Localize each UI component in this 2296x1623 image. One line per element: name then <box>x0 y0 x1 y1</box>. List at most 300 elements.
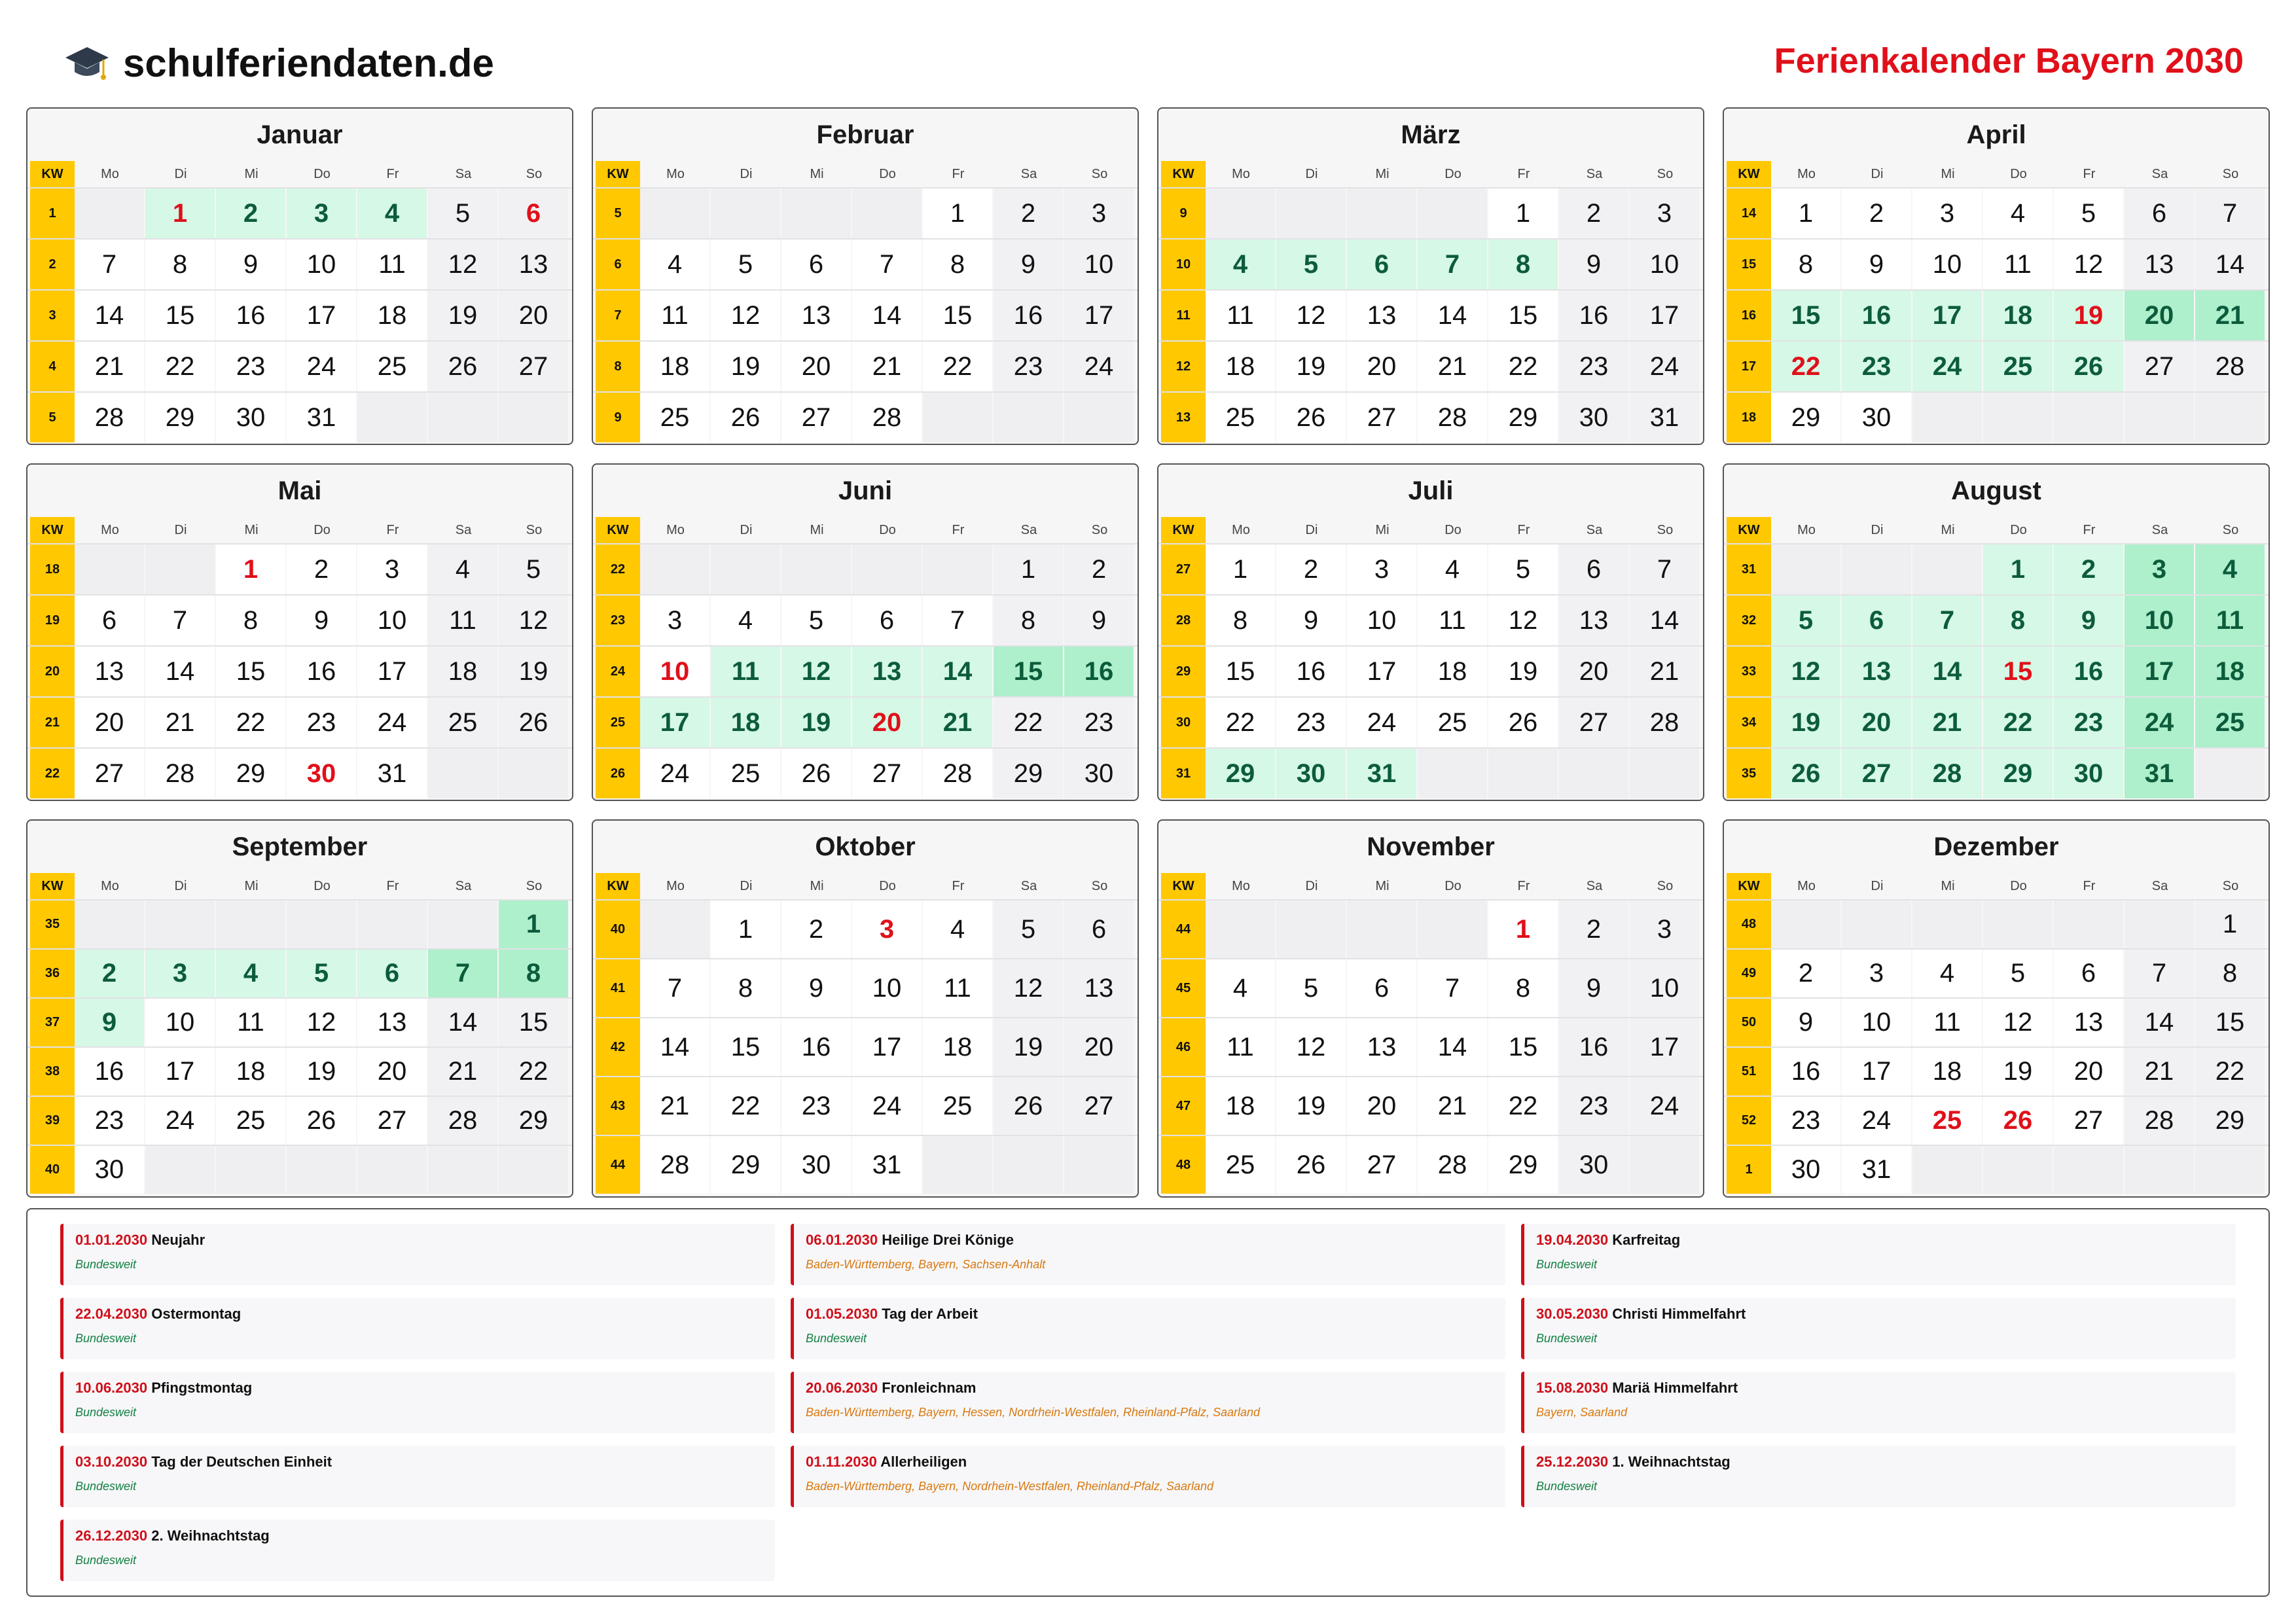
day-cell[interactable]: 10 <box>2125 596 2194 645</box>
day-cell[interactable]: 1 <box>1488 188 1558 238</box>
day-cell[interactable]: 20 <box>781 342 851 391</box>
day-cell[interactable]: 4 <box>1983 188 2053 238</box>
day-cell[interactable]: 1 <box>216 544 285 594</box>
day-cell[interactable]: 17 <box>287 291 356 340</box>
day-cell[interactable]: 16 <box>75 1048 144 1096</box>
day-cell[interactable]: 25 <box>711 749 780 798</box>
day-cell[interactable]: 30 <box>781 1136 851 1194</box>
day-cell[interactable]: 4 <box>357 188 427 238</box>
day-cell[interactable]: 7 <box>145 596 215 645</box>
day-cell[interactable]: 5 <box>499 544 568 594</box>
day-cell[interactable]: 21 <box>1418 1077 1487 1135</box>
day-cell[interactable]: 31 <box>2125 749 2194 798</box>
day-cell[interactable]: 30 <box>1276 749 1346 798</box>
day-cell[interactable]: 30 <box>1559 393 1628 442</box>
day-cell[interactable]: 26 <box>428 342 497 391</box>
day-cell[interactable]: 13 <box>357 999 427 1046</box>
day-cell[interactable]: 21 <box>852 342 922 391</box>
day-cell[interactable]: 16 <box>1276 647 1346 696</box>
day-cell[interactable]: 27 <box>357 1097 427 1145</box>
day-cell[interactable]: 26 <box>499 698 568 747</box>
day-cell[interactable]: 25 <box>1418 698 1487 747</box>
day-cell[interactable]: 14 <box>145 647 215 696</box>
day-cell[interactable]: 13 <box>2054 999 2123 1046</box>
day-cell[interactable]: 4 <box>1912 950 1982 997</box>
day-cell[interactable]: 2 <box>994 188 1063 238</box>
day-cell[interactable]: 12 <box>1771 647 1840 696</box>
day-cell[interactable]: 14 <box>640 1018 709 1076</box>
day-cell[interactable]: 13 <box>1347 1018 1416 1076</box>
day-cell[interactable]: 13 <box>852 647 922 696</box>
day-cell[interactable]: 15 <box>1771 291 1840 340</box>
day-cell[interactable]: 19 <box>994 1018 1063 1076</box>
day-cell[interactable]: 20 <box>1559 647 1628 696</box>
day-cell[interactable]: 29 <box>1206 749 1275 798</box>
day-cell[interactable]: 15 <box>499 999 568 1046</box>
day-cell[interactable]: 6 <box>75 596 144 645</box>
day-cell[interactable]: 3 <box>1912 188 1982 238</box>
day-cell[interactable]: 25 <box>216 1097 285 1145</box>
day-cell[interactable]: 3 <box>1347 544 1416 594</box>
day-cell[interactable]: 20 <box>1842 698 1911 747</box>
day-cell[interactable]: 29 <box>1771 393 1840 442</box>
day-cell[interactable]: 23 <box>2054 698 2123 747</box>
day-cell[interactable]: 7 <box>2125 950 2194 997</box>
day-cell[interactable]: 1 <box>2195 901 2265 948</box>
day-cell[interactable]: 16 <box>1771 1048 1840 1096</box>
day-cell[interactable]: 23 <box>75 1097 144 1145</box>
day-cell[interactable]: 29 <box>145 393 215 442</box>
day-cell[interactable]: 6 <box>1347 240 1416 289</box>
day-cell[interactable]: 2 <box>1842 188 1911 238</box>
day-cell[interactable]: 18 <box>640 342 709 391</box>
day-cell[interactable]: 25 <box>1206 1136 1275 1194</box>
day-cell[interactable]: 17 <box>145 1048 215 1096</box>
day-cell[interactable]: 7 <box>1912 596 1982 645</box>
day-cell[interactable]: 19 <box>1276 342 1346 391</box>
day-cell[interactable]: 29 <box>711 1136 780 1194</box>
day-cell[interactable]: 9 <box>781 959 851 1017</box>
day-cell[interactable]: 31 <box>357 749 427 798</box>
day-cell[interactable]: 23 <box>287 698 356 747</box>
day-cell[interactable]: 5 <box>1276 240 1346 289</box>
day-cell[interactable]: 8 <box>1488 240 1558 289</box>
day-cell[interactable]: 10 <box>145 999 215 1046</box>
day-cell[interactable]: 9 <box>994 240 1063 289</box>
day-cell[interactable]: 31 <box>1842 1146 1911 1194</box>
day-cell[interactable]: 13 <box>2125 240 2194 289</box>
day-cell[interactable]: 9 <box>1064 596 1134 645</box>
day-cell[interactable]: 27 <box>75 749 144 798</box>
day-cell[interactable]: 18 <box>2195 647 2265 696</box>
day-cell[interactable]: 23 <box>1559 342 1628 391</box>
day-cell[interactable]: 29 <box>1983 749 2053 798</box>
day-cell[interactable]: 2 <box>1559 901 1628 958</box>
day-cell[interactable]: 4 <box>216 950 285 997</box>
day-cell[interactable]: 8 <box>1771 240 1840 289</box>
day-cell[interactable]: 30 <box>1559 1136 1628 1194</box>
day-cell[interactable]: 8 <box>2195 950 2265 997</box>
day-cell[interactable]: 24 <box>1630 1077 1699 1135</box>
day-cell[interactable]: 15 <box>2195 999 2265 1046</box>
day-cell[interactable]: 21 <box>75 342 144 391</box>
day-cell[interactable]: 19 <box>1771 698 1840 747</box>
day-cell[interactable]: 3 <box>145 950 215 997</box>
day-cell[interactable]: 8 <box>1983 596 2053 645</box>
day-cell[interactable]: 5 <box>1488 544 1558 594</box>
day-cell[interactable]: 15 <box>145 291 215 340</box>
day-cell[interactable]: 7 <box>75 240 144 289</box>
day-cell[interactable]: 28 <box>145 749 215 798</box>
day-cell[interactable]: 8 <box>145 240 215 289</box>
day-cell[interactable]: 27 <box>2054 1097 2123 1145</box>
day-cell[interactable]: 7 <box>2195 188 2265 238</box>
day-cell[interactable]: 30 <box>1842 393 1911 442</box>
day-cell[interactable]: 5 <box>1276 959 1346 1017</box>
day-cell[interactable]: 17 <box>1842 1048 1911 1096</box>
day-cell[interactable]: 16 <box>287 647 356 696</box>
day-cell[interactable]: 2 <box>781 901 851 958</box>
day-cell[interactable]: 18 <box>357 291 427 340</box>
day-cell[interactable]: 12 <box>428 240 497 289</box>
day-cell[interactable]: 24 <box>1842 1097 1911 1145</box>
day-cell[interactable]: 4 <box>1206 240 1275 289</box>
day-cell[interactable]: 29 <box>2195 1097 2265 1145</box>
day-cell[interactable]: 6 <box>1842 596 1911 645</box>
day-cell[interactable]: 24 <box>1630 342 1699 391</box>
day-cell[interactable]: 1 <box>923 188 992 238</box>
day-cell[interactable]: 26 <box>711 393 780 442</box>
day-cell[interactable]: 2 <box>1276 544 1346 594</box>
day-cell[interactable]: 24 <box>852 1077 922 1135</box>
day-cell[interactable]: 30 <box>216 393 285 442</box>
day-cell[interactable]: 22 <box>499 1048 568 1096</box>
day-cell[interactable]: 28 <box>852 393 922 442</box>
day-cell[interactable]: 7 <box>852 240 922 289</box>
day-cell[interactable]: 14 <box>852 291 922 340</box>
day-cell[interactable]: 21 <box>145 698 215 747</box>
day-cell[interactable]: 10 <box>1842 999 1911 1046</box>
day-cell[interactable]: 11 <box>357 240 427 289</box>
day-cell[interactable]: 12 <box>499 596 568 645</box>
day-cell[interactable]: 10 <box>640 647 709 696</box>
day-cell[interactable]: 24 <box>357 698 427 747</box>
day-cell[interactable]: 21 <box>1418 342 1487 391</box>
day-cell[interactable]: 26 <box>287 1097 356 1145</box>
day-cell[interactable]: 14 <box>1912 647 1982 696</box>
day-cell[interactable]: 24 <box>640 749 709 798</box>
day-cell[interactable]: 2 <box>1559 188 1628 238</box>
day-cell[interactable]: 27 <box>1559 698 1628 747</box>
day-cell[interactable]: 10 <box>1064 240 1134 289</box>
day-cell[interactable]: 2 <box>1771 950 1840 997</box>
day-cell[interactable]: 22 <box>1206 698 1275 747</box>
day-cell[interactable]: 17 <box>1630 291 1699 340</box>
day-cell[interactable]: 18 <box>923 1018 992 1076</box>
day-cell[interactable]: 10 <box>852 959 922 1017</box>
day-cell[interactable]: 3 <box>640 596 709 645</box>
day-cell[interactable]: 11 <box>216 999 285 1046</box>
day-cell[interactable]: 31 <box>852 1136 922 1194</box>
day-cell[interactable]: 8 <box>994 596 1063 645</box>
day-cell[interactable]: 9 <box>1276 596 1346 645</box>
day-cell[interactable]: 5 <box>781 596 851 645</box>
day-cell[interactable]: 16 <box>781 1018 851 1076</box>
day-cell[interactable]: 28 <box>428 1097 497 1145</box>
day-cell[interactable]: 11 <box>428 596 497 645</box>
day-cell[interactable]: 17 <box>1064 291 1134 340</box>
day-cell[interactable]: 27 <box>2125 342 2194 391</box>
day-cell[interactable]: 22 <box>2195 1048 2265 1096</box>
day-cell[interactable]: 15 <box>1488 1018 1558 1076</box>
day-cell[interactable]: 30 <box>2054 749 2123 798</box>
day-cell[interactable]: 15 <box>1983 647 2053 696</box>
day-cell[interactable]: 1 <box>1206 544 1275 594</box>
day-cell[interactable]: 9 <box>216 240 285 289</box>
day-cell[interactable]: 7 <box>1418 240 1487 289</box>
day-cell[interactable]: 23 <box>1559 1077 1628 1135</box>
day-cell[interactable]: 6 <box>2054 950 2123 997</box>
site-logo[interactable] <box>64 41 494 86</box>
day-cell[interactable]: 12 <box>1276 291 1346 340</box>
day-cell[interactable]: 10 <box>1630 959 1699 1017</box>
day-cell[interactable]: 17 <box>852 1018 922 1076</box>
day-cell[interactable]: 19 <box>781 698 851 747</box>
day-cell[interactable]: 28 <box>923 749 992 798</box>
day-cell[interactable]: 21 <box>2125 1048 2194 1096</box>
day-cell[interactable]: 25 <box>640 393 709 442</box>
day-cell[interactable]: 5 <box>711 240 780 289</box>
day-cell[interactable]: 23 <box>1842 342 1911 391</box>
day-cell[interactable]: 3 <box>287 188 356 238</box>
day-cell[interactable]: 17 <box>1347 647 1416 696</box>
day-cell[interactable]: 19 <box>711 342 780 391</box>
day-cell[interactable]: 14 <box>1418 1018 1487 1076</box>
day-cell[interactable]: 9 <box>75 999 144 1046</box>
day-cell[interactable]: 2 <box>287 544 356 594</box>
day-cell[interactable]: 27 <box>852 749 922 798</box>
day-cell[interactable]: 8 <box>711 959 780 1017</box>
day-cell[interactable]: 7 <box>428 950 497 997</box>
day-cell[interactable]: 3 <box>2125 544 2194 594</box>
day-cell[interactable]: 10 <box>1347 596 1416 645</box>
day-cell[interactable]: 4 <box>1206 959 1275 1017</box>
day-cell[interactable]: 16 <box>2054 647 2123 696</box>
day-cell[interactable]: 8 <box>1206 596 1275 645</box>
day-cell[interactable]: 26 <box>1276 393 1346 442</box>
day-cell[interactable]: 4 <box>1418 544 1487 594</box>
day-cell[interactable]: 12 <box>781 647 851 696</box>
day-cell[interactable]: 19 <box>287 1048 356 1096</box>
day-cell[interactable]: 5 <box>2054 188 2123 238</box>
day-cell[interactable]: 24 <box>2125 698 2194 747</box>
day-cell[interactable]: 30 <box>1771 1146 1840 1194</box>
day-cell[interactable]: 12 <box>1983 999 2053 1046</box>
day-cell[interactable]: 17 <box>1630 1018 1699 1076</box>
day-cell[interactable]: 21 <box>428 1048 497 1096</box>
day-cell[interactable]: 3 <box>1630 901 1699 958</box>
day-cell[interactable]: 1 <box>499 901 568 948</box>
day-cell[interactable]: 31 <box>287 393 356 442</box>
day-cell[interactable]: 31 <box>1630 393 1699 442</box>
day-cell[interactable]: 22 <box>216 698 285 747</box>
day-cell[interactable]: 28 <box>2125 1097 2194 1145</box>
day-cell[interactable]: 25 <box>1206 393 1275 442</box>
day-cell[interactable]: 6 <box>2125 188 2194 238</box>
day-cell[interactable]: 21 <box>1912 698 1982 747</box>
day-cell[interactable]: 31 <box>1347 749 1416 798</box>
day-cell[interactable]: 13 <box>499 240 568 289</box>
day-cell[interactable]: 26 <box>2054 342 2123 391</box>
day-cell[interactable]: 1 <box>994 544 1063 594</box>
day-cell[interactable]: 14 <box>923 647 992 696</box>
day-cell[interactable]: 21 <box>640 1077 709 1135</box>
day-cell[interactable]: 16 <box>1559 291 1628 340</box>
day-cell[interactable]: 20 <box>2054 1048 2123 1096</box>
day-cell[interactable]: 22 <box>145 342 215 391</box>
day-cell[interactable]: 23 <box>781 1077 851 1135</box>
day-cell[interactable]: 20 <box>1347 342 1416 391</box>
day-cell[interactable]: 1 <box>145 188 215 238</box>
day-cell[interactable]: 6 <box>499 188 568 238</box>
day-cell[interactable]: 26 <box>1983 1097 2053 1145</box>
day-cell[interactable]: 9 <box>1559 240 1628 289</box>
day-cell[interactable]: 15 <box>1206 647 1275 696</box>
day-cell[interactable]: 22 <box>1488 1077 1558 1135</box>
day-cell[interactable]: 29 <box>1488 1136 1558 1194</box>
day-cell[interactable]: 11 <box>1418 596 1487 645</box>
day-cell[interactable]: 4 <box>640 240 709 289</box>
day-cell[interactable]: 5 <box>428 188 497 238</box>
day-cell[interactable]: 18 <box>1912 1048 1982 1096</box>
day-cell[interactable]: 14 <box>2195 240 2265 289</box>
day-cell[interactable]: 18 <box>711 698 780 747</box>
day-cell[interactable]: 25 <box>428 698 497 747</box>
day-cell[interactable]: 20 <box>499 291 568 340</box>
day-cell[interactable]: 26 <box>1771 749 1840 798</box>
day-cell[interactable]: 13 <box>1559 596 1628 645</box>
day-cell[interactable]: 20 <box>357 1048 427 1096</box>
day-cell[interactable]: 10 <box>357 596 427 645</box>
day-cell[interactable]: 20 <box>1064 1018 1134 1076</box>
day-cell[interactable]: 27 <box>1347 1136 1416 1194</box>
day-cell[interactable]: 1 <box>711 901 780 958</box>
day-cell[interactable]: 19 <box>1983 1048 2053 1096</box>
day-cell[interactable]: 28 <box>1630 698 1699 747</box>
day-cell[interactable]: 13 <box>1064 959 1134 1017</box>
day-cell[interactable]: 20 <box>852 698 922 747</box>
day-cell[interactable]: 29 <box>1488 393 1558 442</box>
day-cell[interactable]: 5 <box>1983 950 2053 997</box>
day-cell[interactable]: 18 <box>1206 1077 1275 1135</box>
day-cell[interactable]: 22 <box>923 342 992 391</box>
day-cell[interactable]: 9 <box>2054 596 2123 645</box>
day-cell[interactable]: 14 <box>1418 291 1487 340</box>
day-cell[interactable]: 20 <box>1347 1077 1416 1135</box>
day-cell[interactable]: 3 <box>1842 950 1911 997</box>
day-cell[interactable]: 18 <box>1983 291 2053 340</box>
day-cell[interactable]: 24 <box>145 1097 215 1145</box>
day-cell[interactable]: 28 <box>75 393 144 442</box>
day-cell[interactable]: 15 <box>216 647 285 696</box>
day-cell[interactable]: 29 <box>499 1097 568 1145</box>
day-cell[interactable]: 2 <box>75 950 144 997</box>
day-cell[interactable]: 8 <box>216 596 285 645</box>
day-cell[interactable]: 4 <box>2195 544 2265 594</box>
day-cell[interactable]: 12 <box>287 999 356 1046</box>
day-cell[interactable]: 29 <box>216 749 285 798</box>
day-cell[interactable]: 3 <box>1630 188 1699 238</box>
day-cell[interactable]: 21 <box>2195 291 2265 340</box>
day-cell[interactable]: 15 <box>994 647 1063 696</box>
day-cell[interactable]: 8 <box>1488 959 1558 1017</box>
day-cell[interactable]: 27 <box>1064 1077 1134 1135</box>
day-cell[interactable]: 22 <box>1488 342 1558 391</box>
day-cell[interactable]: 17 <box>2125 647 2194 696</box>
day-cell[interactable]: 25 <box>923 1077 992 1135</box>
day-cell[interactable]: 8 <box>499 950 568 997</box>
day-cell[interactable]: 6 <box>1559 544 1628 594</box>
day-cell[interactable]: 7 <box>1418 959 1487 1017</box>
day-cell[interactable]: 18 <box>216 1048 285 1096</box>
day-cell[interactable]: 19 <box>1276 1077 1346 1135</box>
day-cell[interactable]: 16 <box>1842 291 1911 340</box>
day-cell[interactable]: 9 <box>1842 240 1911 289</box>
day-cell[interactable]: 16 <box>216 291 285 340</box>
day-cell[interactable]: 2 <box>1064 544 1134 594</box>
day-cell[interactable]: 11 <box>1983 240 2053 289</box>
day-cell[interactable]: 19 <box>1488 647 1558 696</box>
day-cell[interactable]: 17 <box>640 698 709 747</box>
day-cell[interactable]: 13 <box>781 291 851 340</box>
day-cell[interactable]: 28 <box>2195 342 2265 391</box>
day-cell[interactable]: 16 <box>994 291 1063 340</box>
day-cell[interactable]: 4 <box>428 544 497 594</box>
day-cell[interactable]: 23 <box>1771 1097 1840 1145</box>
day-cell[interactable]: 15 <box>711 1018 780 1076</box>
day-cell[interactable]: 13 <box>1347 291 1416 340</box>
day-cell[interactable]: 28 <box>1418 393 1487 442</box>
day-cell[interactable]: 11 <box>1912 999 1982 1046</box>
day-cell[interactable]: 2 <box>216 188 285 238</box>
day-cell[interactable]: 11 <box>1206 1018 1275 1076</box>
day-cell[interactable]: 20 <box>2125 291 2194 340</box>
day-cell[interactable]: 6 <box>1064 901 1134 958</box>
day-cell[interactable]: 5 <box>287 950 356 997</box>
day-cell[interactable]: 6 <box>357 950 427 997</box>
day-cell[interactable]: 17 <box>357 647 427 696</box>
day-cell[interactable]: 14 <box>1630 596 1699 645</box>
day-cell[interactable]: 23 <box>1276 698 1346 747</box>
day-cell[interactable]: 11 <box>640 291 709 340</box>
day-cell[interactable]: 22 <box>994 698 1063 747</box>
day-cell[interactable]: 1 <box>1488 901 1558 958</box>
day-cell[interactable]: 10 <box>1630 240 1699 289</box>
day-cell[interactable]: 5 <box>1771 596 1840 645</box>
day-cell[interactable]: 23 <box>1064 698 1134 747</box>
day-cell[interactable]: 27 <box>781 393 851 442</box>
day-cell[interactable]: 23 <box>994 342 1063 391</box>
day-cell[interactable]: 5 <box>994 901 1063 958</box>
day-cell[interactable]: 25 <box>1983 342 2053 391</box>
day-cell[interactable]: 20 <box>75 698 144 747</box>
day-cell[interactable]: 25 <box>357 342 427 391</box>
day-cell[interactable]: 11 <box>2195 596 2265 645</box>
day-cell[interactable]: 2 <box>2054 544 2123 594</box>
day-cell[interactable]: 30 <box>75 1146 144 1194</box>
day-cell[interactable]: 22 <box>1771 342 1840 391</box>
day-cell[interactable]: 7 <box>923 596 992 645</box>
